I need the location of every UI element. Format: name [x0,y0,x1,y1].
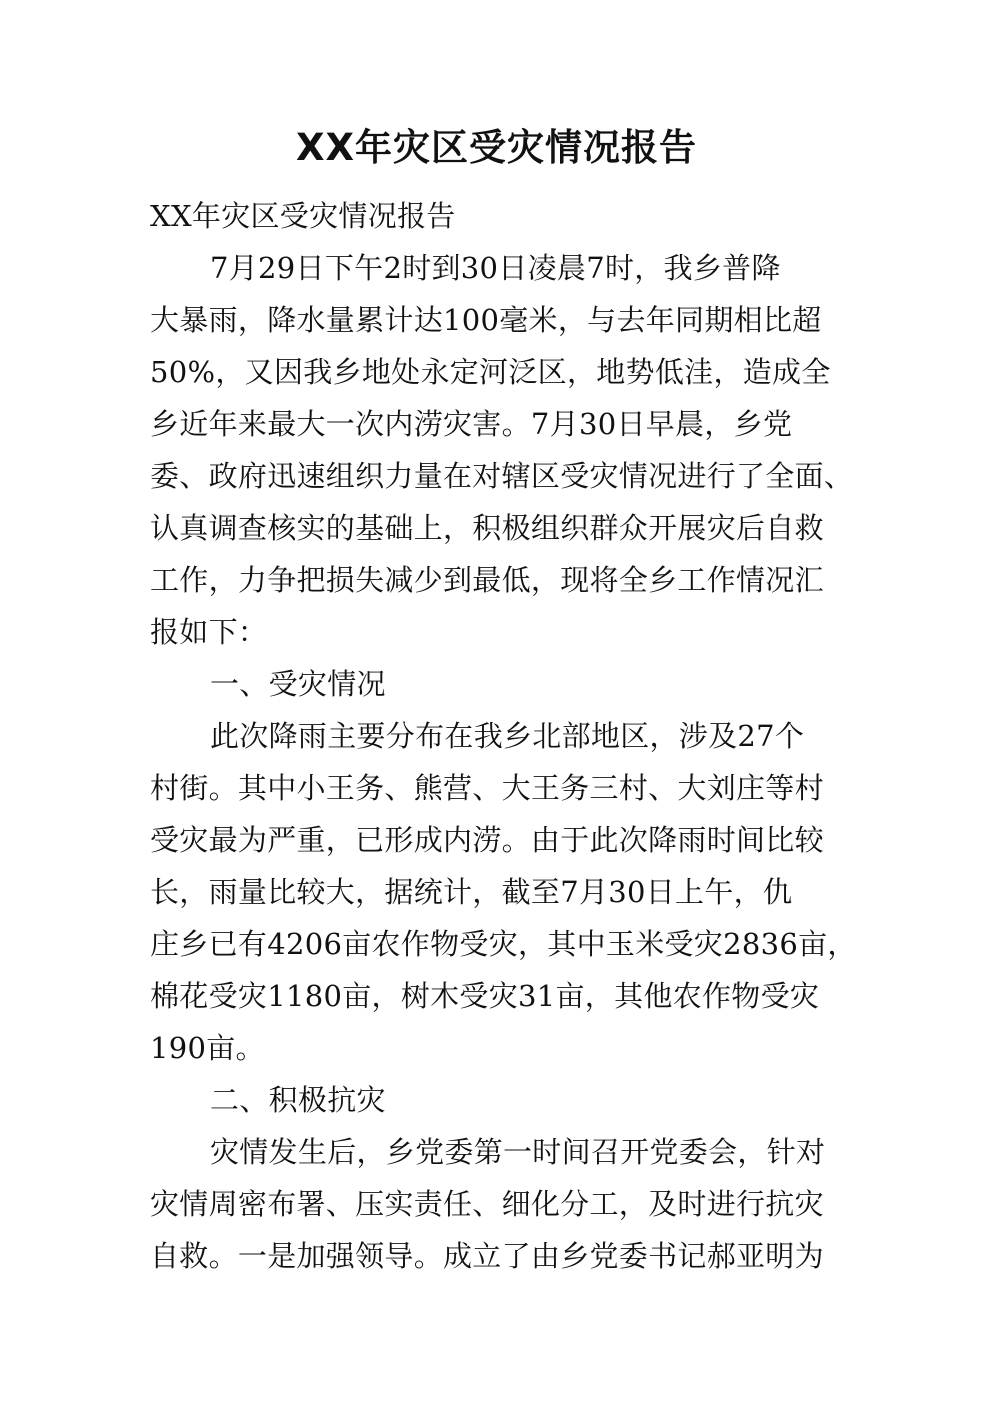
paragraph-line: 庄乡已有4206亩农作物受灾，其中玉米受灾2836亩， [150,927,857,961]
paragraph-line: 大暴雨，降水量累计达100毫米，与去年同期相比超 [150,303,822,337]
document-title: XX年灾区受灾情况报告 [295,126,698,169]
paragraph-line: 灾情发生后，乡党委第一时间召开党委会，针对 [210,1135,826,1169]
paragraph-line: 长，雨量比较大，据统计，截至7月30日上午，仇 [150,875,793,909]
paragraph-line: 7月29日下午2时到30日凌晨7时，我乡普降 [210,251,781,285]
paragraph-line: 受灾最为严重，已形成内涝。由于此次降雨时间比较 [150,823,824,857]
paragraph-line: 190亩。 [150,1031,265,1065]
paragraph-line: 村街。其中小王务、熊营、大王务三村、大刘庄等村 [150,771,824,805]
paragraph-line: 乡近年来最大一次内涝灾害。7月30日早晨，乡党 [150,407,793,441]
paragraph-line: 报如下： [150,615,268,649]
subtitle-line: XX年灾区受灾情况报告 [150,199,456,233]
paragraph-line: 认真调查核实的基础上，积极组织群众开展灾后自救 [150,511,824,545]
paragraph-line: 50%，又因我乡地处永定河泛区，地势低洼，造成全 [150,355,831,389]
paragraph-line: 棉花受灾1180亩，树木受灾31亩，其他农作物受灾 [150,979,820,1013]
paragraph-line: 委、政府迅速组织力量在对辖区受灾情况进行了全面、 [150,459,854,493]
section-heading: 一、受灾情况 [210,667,386,701]
paragraph-line: 此次降雨主要分布在我乡北部地区，涉及27个 [210,719,805,753]
paragraph-line: 灾情周密布署、压实责任、细化分工，及时进行抗灾 [150,1187,824,1221]
section-heading: 二、积极抗灾 [210,1083,386,1117]
paragraph-line: 自救。一是加强领导。成立了由乡党委书记郝亚明为 [150,1239,824,1273]
paragraph-line: 工作，力争把损失减少到最低，现将全乡工作情况汇 [150,563,824,597]
